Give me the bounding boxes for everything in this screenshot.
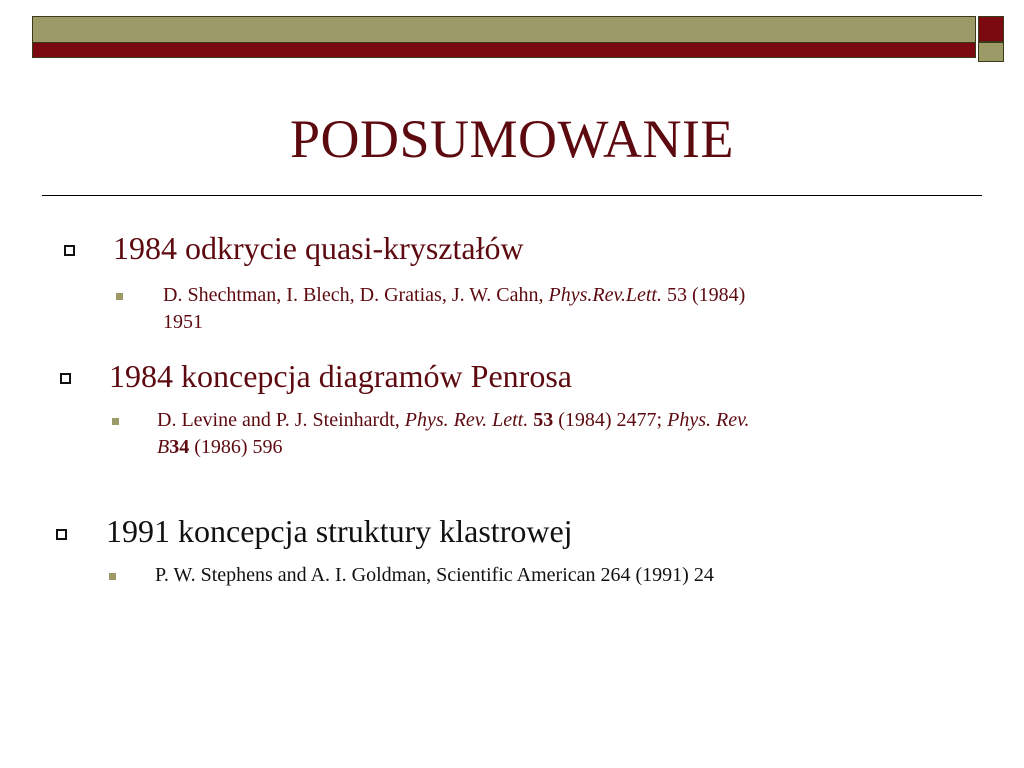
ref-journal-2a: Phys. Rev.: [667, 409, 750, 431]
filled-square-icon: [112, 418, 119, 425]
filled-square-icon: [116, 293, 123, 300]
hollow-square-icon: [56, 529, 67, 540]
ref-rest-2: (1986) 596: [189, 436, 283, 458]
reference-text: [163, 282, 923, 336]
filled-square-icon: [109, 573, 116, 580]
title-divider: [42, 195, 982, 196]
corner-decoration: [978, 16, 1004, 60]
ref-volume-1: 53: [533, 409, 554, 431]
ref-authors: D. Shechtman, I. Blech, D. Gratias, J. W. Cahn,: [163, 284, 549, 306]
top-bar-olive-stripe: [33, 17, 975, 43]
item-heading: 1984 odkrycie quasi-kryształów: [113, 230, 524, 266]
corner-maroon-square: [978, 16, 1004, 42]
ref-journal-2b: B: [157, 436, 170, 458]
ref-rest: 53 (1984): [661, 284, 746, 306]
top-decorative-bar: [32, 16, 976, 58]
ref-journal-1: Phys. Rev. Lett.: [404, 409, 529, 431]
ref-authors: D. Levine and P. J. Steinhardt,: [157, 409, 405, 431]
reference-text: P. W. Stephens and A. I. Goldman, Scientific American 264 (1991) 24: [155, 564, 714, 586]
slide-title: PODSUMOWANIE: [289, 109, 734, 169]
corner-olive-square: [978, 42, 1004, 62]
reference-text: [157, 407, 937, 461]
ref-journal: Phys.Rev.Lett.: [548, 284, 662, 306]
ref-line2: 1951: [163, 311, 203, 333]
hollow-square-icon: [64, 245, 75, 256]
item-heading: 1984 koncepcja diagramów Penrosa: [109, 358, 572, 394]
hollow-square-icon: [60, 373, 71, 384]
ref-volume-2: 34: [169, 436, 190, 458]
ref-rest-1: (1984) 2477;: [553, 409, 668, 431]
item-heading: 1991 koncepcja struktury klastrowej: [106, 513, 573, 549]
top-bar-maroon-stripe: [33, 43, 975, 57]
